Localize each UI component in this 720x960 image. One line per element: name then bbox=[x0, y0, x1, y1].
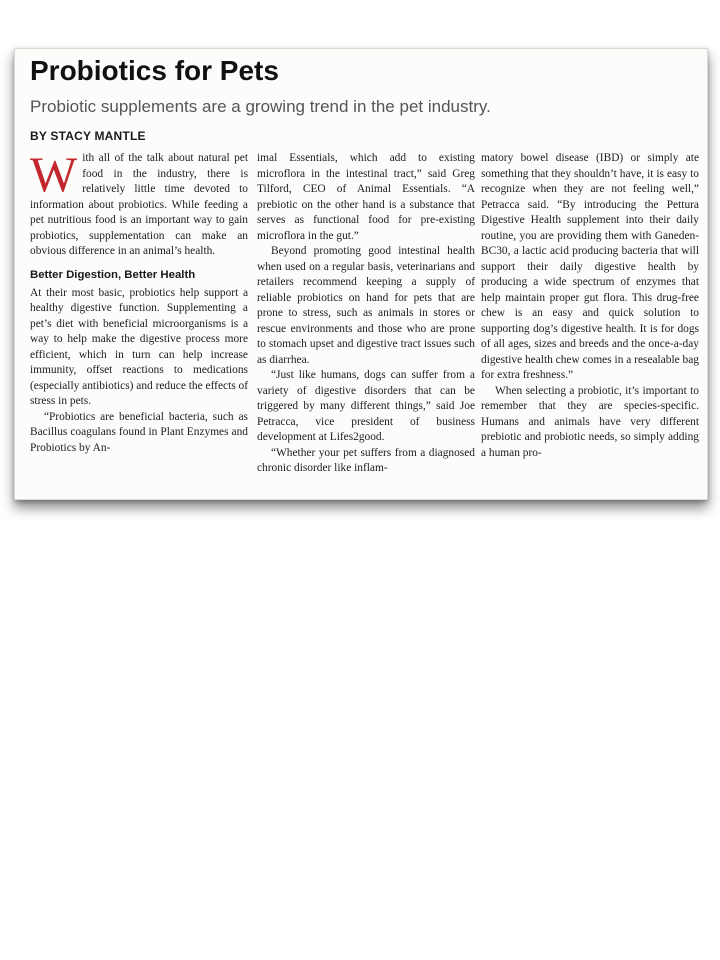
drop-cap: W bbox=[30, 146, 78, 202]
paragraph-4: Beyond promoting good intestinal health when used on a regular basis, veterinarians and retailers recommend keeping a supply of reliable probiotics on hand for pets that are prone to stress, such as animals in stores or rescue environments and those who are prone to stomach upset and digestive tract issues such as diarrhea. bbox=[257, 245, 475, 366]
paragraph-2: At their most basic, probiotics help support a healthy digestive function. Supplementing a pet’s diet with beneficial microorganisms is a way to help make the digestive process more efficient, which in turn can help increase immunity, offset reactions to medications (especially antibiotics) and reduce the effects of stress in pets. bbox=[30, 286, 249, 407]
paragraph-3-continued: imal Essentials, which add to existing microflora in the intestinal tract,” said Greg Tilford, CEO of Animal Essentials. “A prebiotic on the other hand is a substance that serves as functional food for pre-existing microflora in the gut.” bbox=[257, 152, 475, 242]
paragraph-6: “Whether your pet suffers from a diagnosed chronic disorder like inflam- bbox=[257, 446, 475, 474]
column-1 bbox=[30, 146, 249, 456]
article-title: Probiotics for Pets bbox=[30, 55, 279, 86]
article-clipping bbox=[14, 48, 708, 500]
paragraph-3: “Probiotics are beneficial bacteria, such as Bacillus coagulans found in Plant Enzymes and Probiotics by An- bbox=[30, 410, 248, 454]
lead-paragraph-text: ith all of the talk about natural pet food in the industry, there is relatively little time devoted to information about probiotics. While feeding a pet nutritious food is an important way to gain probiotics, supplementation can make an obvious difference in an animal’s health. bbox=[30, 152, 248, 257]
column-2 bbox=[257, 151, 475, 477]
paragraph-5: “Just like humans, dogs can suffer from a variety of digestive disorders that can be triggered by many different things,” said Joe Petracca, vice president of business development at Lifes2good. bbox=[257, 369, 475, 443]
paragraph-7: When selecting a probiotic, it’s important to remember that they are species-specific. Humans and animals have very different prebiotic and probiotic needs, so simply adding a human pro- bbox=[481, 384, 699, 459]
section-subhead: Better Digestion, Better Health bbox=[30, 268, 196, 281]
paragraph-6-continued: matory bowel disease (IBD) or simply ate something that they shouldn’t have, it is easy to recognize when they are not feeling well,” Petracca said. “By introducing the Pettura Digestive Health supplement into their daily routine, you are providing them with Ganeden-BC30, a lactic acid producing bacteria that will support their daily digestive health by producing a wide spectrum of enzymes that help maintain proper gut flora. This drug-free chew is an easy and quick solution to supporting dog’s digestive health. It is for dogs of all ages, sizes and breeds and the once-a-day digestive health chew comes in a resealable bag for extra freshness.” bbox=[481, 152, 699, 381]
lead-paragraph bbox=[30, 146, 248, 260]
article-byline: BY STACY MANTLE bbox=[30, 129, 146, 143]
article-subtitle: Probiotic supplements are a growing trend in the pet industry. bbox=[30, 97, 491, 116]
column-3 bbox=[481, 151, 699, 461]
